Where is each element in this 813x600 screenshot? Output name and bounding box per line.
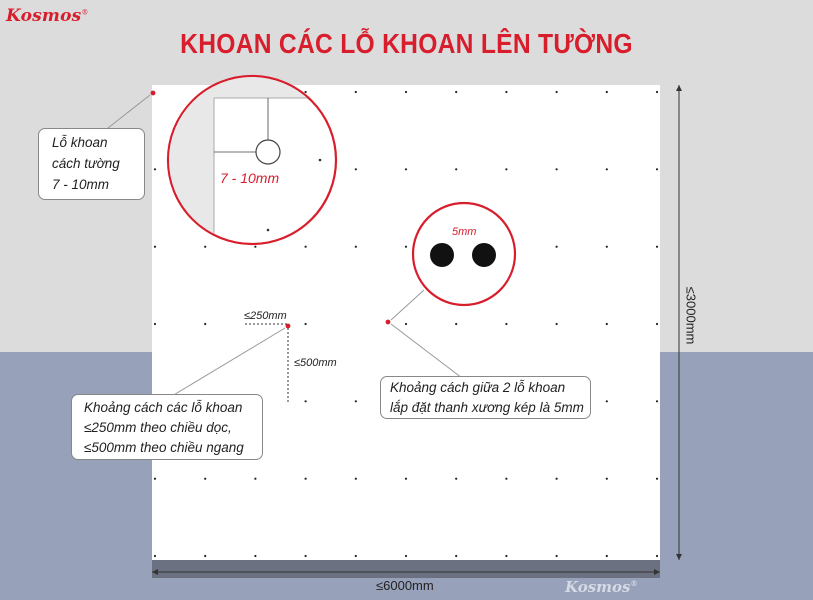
drill-hole [355, 478, 357, 480]
drill-hole [305, 478, 307, 480]
drill-hole [204, 246, 206, 248]
drill-hole [606, 91, 608, 93]
drill-hole [656, 400, 658, 402]
kosmos-logo: Kosmos® [6, 6, 89, 26]
drill-hole [305, 91, 307, 93]
drill-hole [606, 555, 608, 557]
drill-hole [405, 555, 407, 557]
drill-hole [455, 555, 457, 557]
spacing-callout: Khoảng cách các lỗ khoan ≤250mm theo chiều dọc, ≤500mm theo chiều ngang [71, 394, 263, 460]
drill-hole [204, 323, 206, 325]
double-gap-label: 5mm [452, 226, 477, 238]
drill-hole [656, 555, 658, 557]
drill-hole [556, 91, 558, 93]
drill-hole [505, 478, 507, 480]
drill-hole [455, 168, 457, 170]
drill-hole [606, 246, 608, 248]
drill-hole [154, 478, 156, 480]
drill-hole [455, 323, 457, 325]
drill-hole [505, 555, 507, 557]
drill-hole [455, 91, 457, 93]
drill-hole [154, 323, 156, 325]
drill-hole [154, 246, 156, 248]
drill-hole [254, 478, 256, 480]
drill-hole [355, 246, 357, 248]
height-dimension [676, 85, 682, 560]
drill-hole [556, 168, 558, 170]
drill-hole [556, 555, 558, 557]
drill-hole [355, 400, 357, 402]
drill-hole [154, 168, 156, 170]
width-dimension [152, 569, 660, 575]
h-spacing-label: ≤250mm [244, 310, 287, 322]
drill-hole [254, 555, 256, 557]
drill-hole [305, 400, 307, 402]
zoom2-connector-line [391, 290, 424, 320]
spacing-leader-line [172, 328, 285, 396]
drill-hole [254, 246, 256, 248]
footer-logo: Kosmos® [565, 578, 638, 596]
drill-hole [305, 323, 307, 325]
drill-hole [656, 323, 658, 325]
drill-hole [505, 91, 507, 93]
drill-hole [405, 246, 407, 248]
drill-hole [305, 555, 307, 557]
double-callout: Khoảng cách giữa 2 lỗ khoan lắp đặt thanh xương kép là 5mm [380, 376, 591, 419]
height-label: ≤3000mm [683, 286, 699, 345]
page-title: KHOAN CÁC LỖ KHOAN LÊN TƯỜNG [180, 28, 633, 59]
drill-hole [305, 246, 307, 248]
drill-hole [405, 168, 407, 170]
v-spacing-label: ≤500mm [294, 357, 337, 369]
drill-hole [505, 323, 507, 325]
drill-hole [556, 478, 558, 480]
drill-hole [656, 478, 658, 480]
zoom-circle-double [413, 203, 515, 305]
drill-hole [355, 91, 357, 93]
drill-hole [606, 478, 608, 480]
drill-hole [355, 168, 357, 170]
drill-hole [154, 555, 156, 557]
double-leader-line [391, 324, 462, 378]
double-hole-marker [386, 320, 391, 325]
drill-hole [556, 323, 558, 325]
drill-hole [505, 168, 507, 170]
drill-hole [405, 91, 407, 93]
edge-hole-marker [151, 91, 156, 96]
drill-hole [606, 168, 608, 170]
drill-hole [656, 91, 658, 93]
double-hole-left [430, 243, 454, 267]
drill-hole [204, 555, 206, 557]
drill-hole [204, 478, 206, 480]
drill-hole [606, 323, 608, 325]
drill-hole [355, 555, 357, 557]
drill-hole [405, 478, 407, 480]
edge-callout: Lỗ khoan cách tường 7 - 10mm [38, 128, 145, 200]
drill-hole [656, 168, 658, 170]
edge-distance-label: 7 - 10mm [220, 170, 280, 186]
width-label: ≤6000mm [376, 578, 434, 593]
double-hole-right [472, 243, 496, 267]
drill-hole [405, 323, 407, 325]
drill-hole [606, 400, 608, 402]
edge-leader-line [108, 95, 150, 128]
drill-hole [455, 478, 457, 480]
drill-hole [556, 246, 558, 248]
drill-hole [656, 246, 658, 248]
